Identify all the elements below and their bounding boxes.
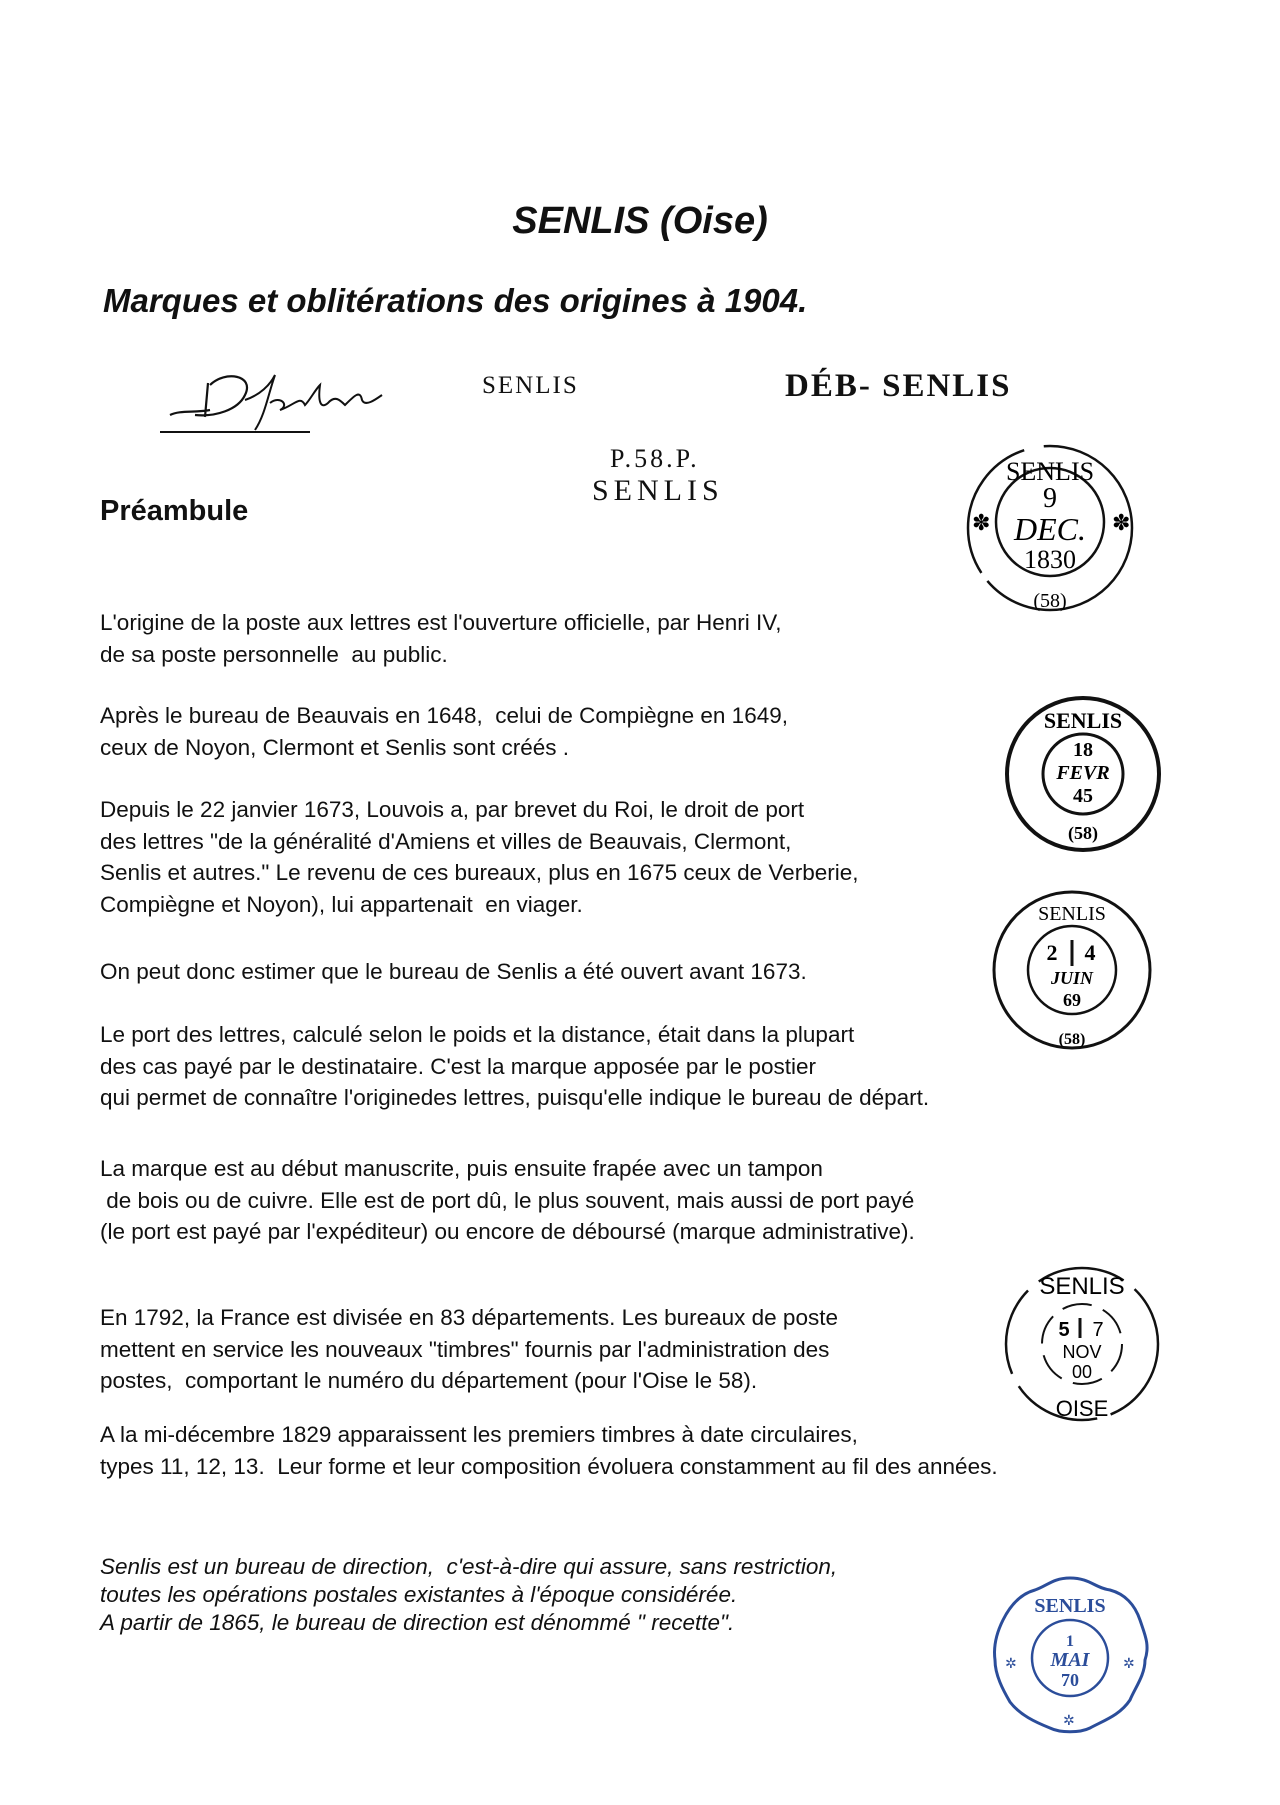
page-title: SENLIS (Oise) <box>512 200 768 242</box>
text-line: de bois ou de cuivre. Elle est de port dû, le plus souvent, mais aussi de port payé <box>100 1187 915 1213</box>
text-line: mettent en service les nouveaux "timbres" fournis par l'administration des <box>100 1336 830 1362</box>
stamp-3-top: SENLIS <box>1038 903 1106 925</box>
stamp-5-year: 70 <box>1061 1670 1079 1690</box>
datestamp-1870-blue <box>985 1570 1155 1740</box>
text-line: La marque est au début manuscrite, puis ensuite frapée avec un tampon <box>100 1156 823 1181</box>
stamp-3-day: 2 <box>1046 940 1058 965</box>
star-icon: ✲ <box>1123 1655 1135 1671</box>
stamp-4-year: 00 <box>1071 1362 1093 1382</box>
stamp-3-month: JUIN <box>1050 968 1094 988</box>
stamp-4-month: NOV <box>1062 1342 1102 1362</box>
stamp-2-month: FEVR <box>1056 762 1110 784</box>
text-line: Compiègne et Noyon), lui appartenait en viager. <box>100 891 583 917</box>
stamp-2-day: 18 <box>1073 739 1093 761</box>
port-paye-city-mark: SENLIS <box>592 474 724 507</box>
text-line: L'origine de la poste aux lettres est l'ouverture officielle, par Henri IV, <box>100 610 782 635</box>
stamp-3-year: 69 <box>1063 990 1081 1010</box>
text-line: des cas payé par le destinataire. C'est la marque apposée par le postier <box>100 1053 816 1079</box>
text-line: qui permet de connaître l'originedes lettres, puisqu'elle indique le bureau de départ. <box>100 1085 930 1110</box>
stamp-4-bottom: OISE <box>1055 1396 1109 1421</box>
senlis-linear-mark: SENLIS <box>482 372 579 399</box>
stamp-1-bottom: (58) <box>1033 590 1067 612</box>
stamp-3-hour: 4 <box>1084 940 1096 965</box>
text-line: toutes les opérations postales existantes à l'époque considérée. <box>100 1582 738 1607</box>
paragraph-direction <box>100 1553 837 1637</box>
stamp-3-bottom: (58) <box>1058 1031 1086 1048</box>
paragraph-estimate <box>100 956 807 988</box>
datestamp-1900 <box>1000 1262 1165 1427</box>
stamp-1-year: 1830 <box>1024 545 1076 574</box>
paragraph-1829 <box>100 1419 998 1482</box>
stamp-2-year: 45 <box>1073 785 1093 807</box>
port-paye-mark: P.58.P. <box>610 444 700 473</box>
stamp-4-day: 5 <box>1058 1319 1070 1341</box>
text-line: Depuis le 22 janvier 1673, Louvois a, par brevet du Roi, le droit de port <box>100 797 805 822</box>
fleuron-icon: ✽ <box>1112 510 1131 535</box>
text-line: On peut donc estimer que le bureau de Senlis a été ouvert avant 1673. <box>100 959 807 984</box>
text-line: (le port est payé par l'expéditeur) ou encore de déboursé (marque administrative). <box>100 1219 915 1244</box>
stamp-1-day: 9 <box>1043 483 1057 514</box>
preamble-heading: Préambule <box>100 495 249 527</box>
stamp-2-top: SENLIS <box>1043 708 1123 733</box>
stamp-1-top: SENLIS <box>1005 457 1095 486</box>
paragraph-1792 <box>100 1302 838 1397</box>
stamp-5-month: MAI <box>1050 1649 1090 1671</box>
paragraph-louvois <box>100 794 858 920</box>
manuscript-mark <box>150 355 400 440</box>
paragraph-marque <box>100 1153 915 1248</box>
stamp-4-top: SENLIS <box>1039 1273 1125 1300</box>
text-line: Le port des lettres, calculé selon le poids et la distance, était dans la plupart <box>100 1022 855 1047</box>
paragraph-origin <box>100 607 781 670</box>
stamp-5-day: 1 <box>1066 1633 1074 1650</box>
datestamp-1830 <box>950 440 1150 620</box>
paragraph-port <box>100 1019 929 1114</box>
fleuron-icon: ✽ <box>972 510 991 535</box>
text-line: types 11, 12, 13. Leur forme et leur composition évoluera constamment au fil des années. <box>100 1453 998 1479</box>
text-line: A la mi-décembre 1829 apparaissent les premiers timbres à date circulaires, <box>100 1422 858 1447</box>
star-icon: ✲ <box>1063 1712 1075 1728</box>
datestamp-1869 <box>990 888 1155 1053</box>
text-line: En 1792, la France est divisée en 83 départements. Les bureaux de poste <box>100 1305 838 1330</box>
stamp-2-bottom: (58) <box>1068 823 1098 843</box>
star-icon: ✲ <box>1005 1655 1017 1671</box>
text-line: A partir de 1865, le bureau de direction est dénommé " recette". <box>100 1610 735 1635</box>
datestamp-1845 <box>1003 694 1163 854</box>
stamp-5-top: SENLIS <box>1034 1595 1106 1617</box>
text-line: des lettres "de la généralité d'Amiens et villes de Beauvais, Clermont, <box>100 828 792 854</box>
debourse-mark: DÉB- SENLIS <box>785 368 1012 404</box>
text-line: Senlis et autres." Le revenu de ces bureaux, plus en 1675 ceux de Verberie, <box>100 860 859 885</box>
text-line: postes, comportant le numéro du département (pour l'Oise le 58). <box>100 1368 758 1393</box>
paragraph-bureaux <box>100 700 788 763</box>
page-subtitle: Marques et oblitérations des origines à 1904. <box>103 282 808 319</box>
text-line: de sa poste personnelle au public. <box>100 641 448 667</box>
stamp-1-month: DEC. <box>1014 511 1086 547</box>
text-line: Senlis est un bureau de direction, c'est-à-dire qui assure, sans restriction, <box>100 1554 838 1579</box>
text-line: ceux de Noyon, Clermont et Senlis sont créés . <box>100 734 569 760</box>
stamp-4-hour: 7 <box>1092 1319 1104 1341</box>
text-line: Après le bureau de Beauvais en 1648, celui de Compiègne en 1649, <box>100 703 788 728</box>
